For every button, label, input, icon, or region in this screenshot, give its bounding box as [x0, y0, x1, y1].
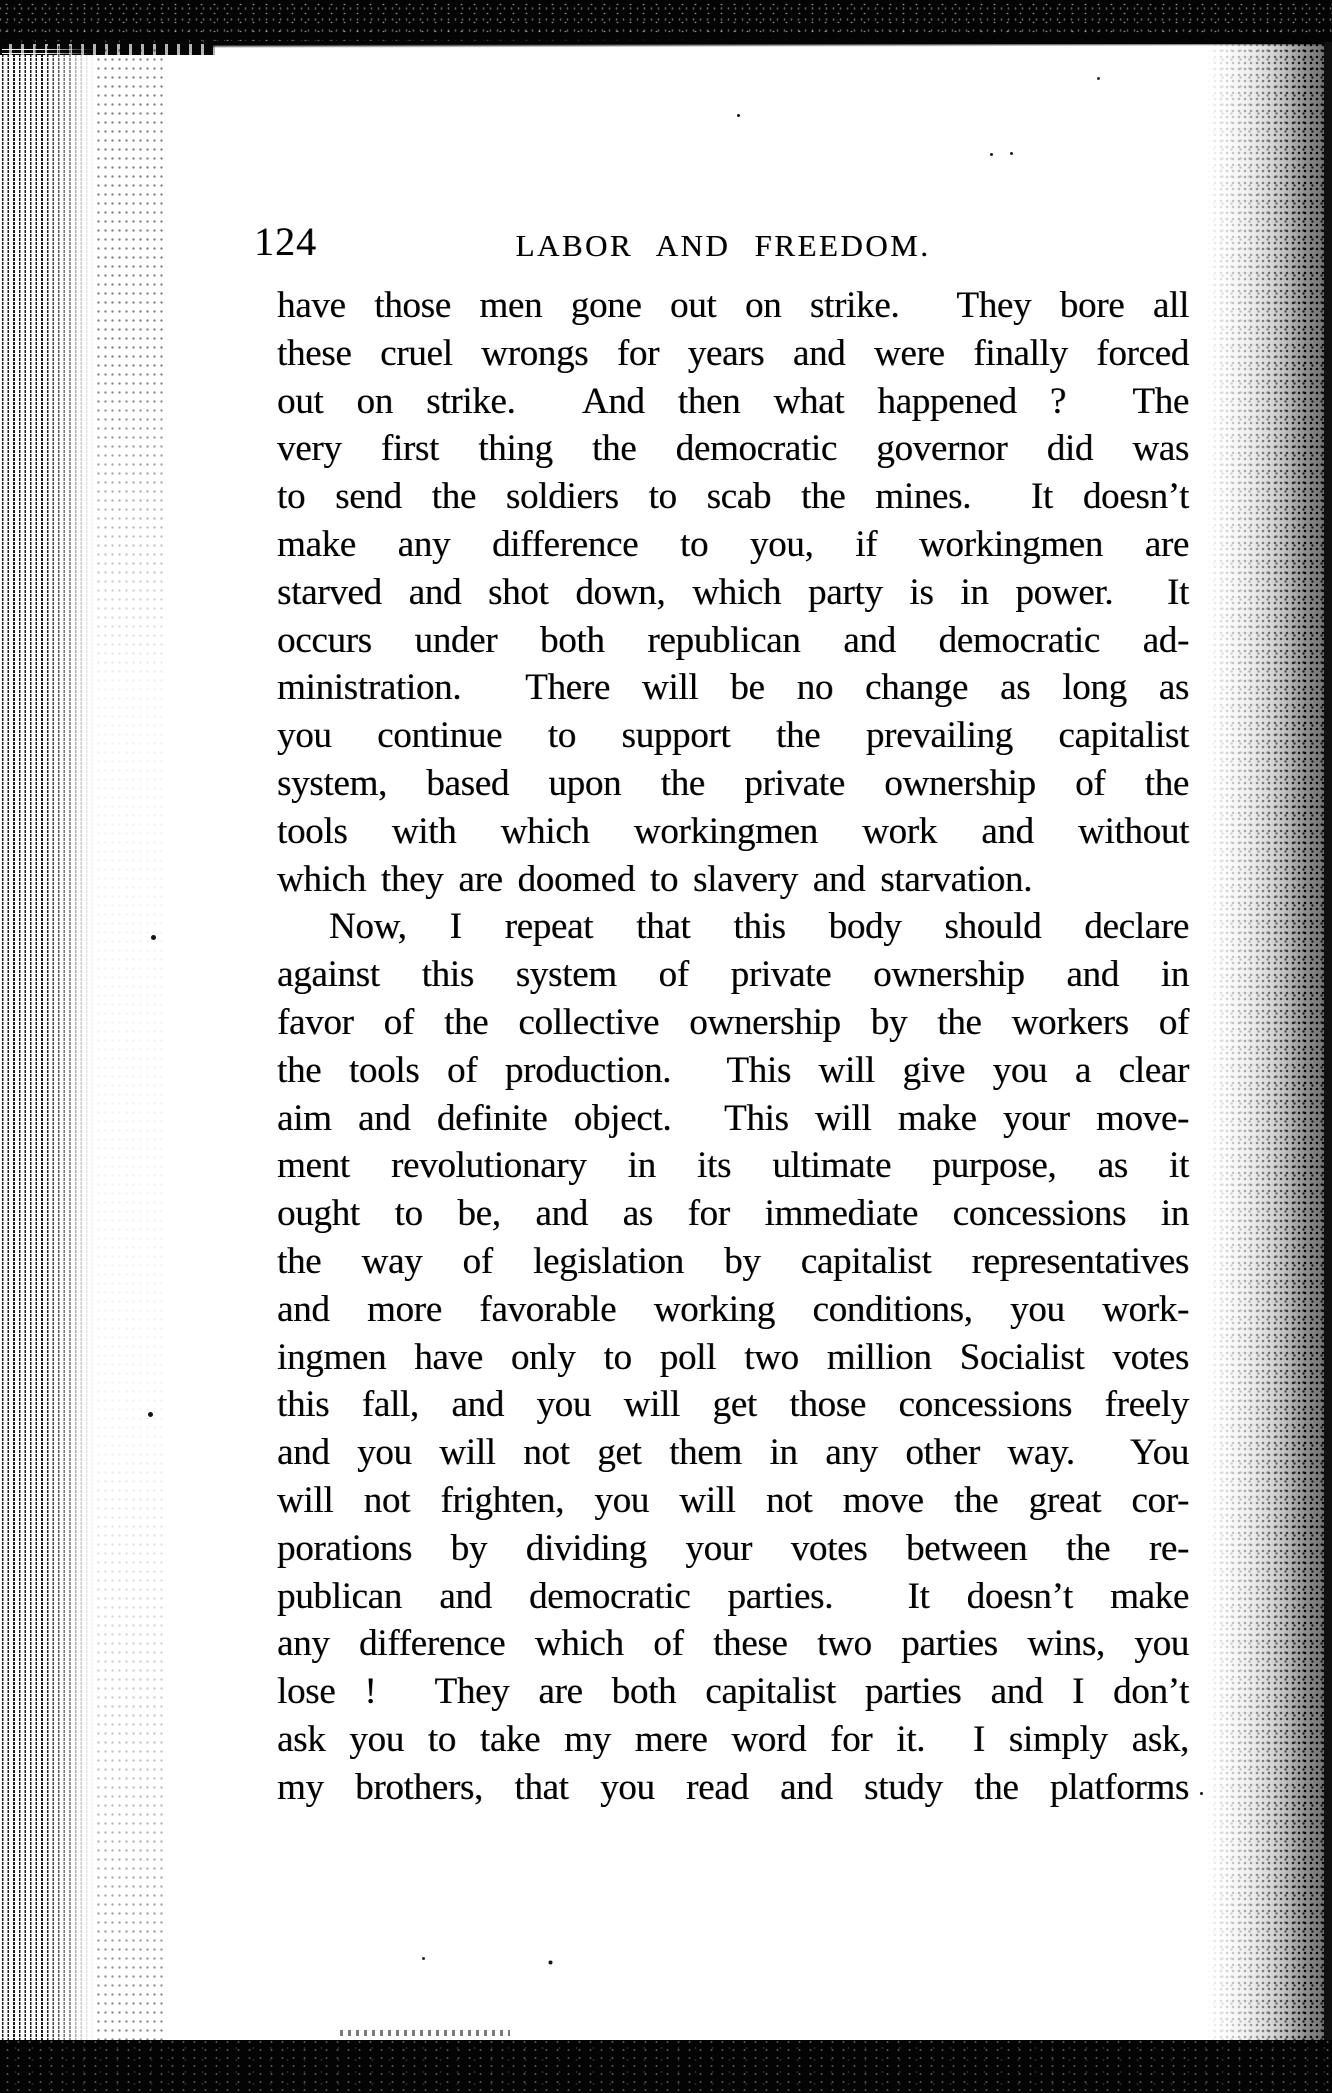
text-line: this fall, and you will get those concessions freely	[277, 1384, 1189, 1426]
scan-top-streak	[205, 39, 1332, 48]
text-line: will not frighten, you will not move the great cor-	[277, 1479, 1189, 1521]
text-line: system, based upon the private ownership of the	[277, 762, 1189, 804]
scan-bottom-edge	[0, 2040, 1332, 2093]
text-line: the tools of production. This will give you a clear	[277, 1049, 1189, 1091]
right-edge-strip	[1324, 42, 1332, 2042]
text-line: and more favorable working conditions, you work-	[277, 1288, 1189, 1330]
right-edge-shadow	[1206, 42, 1332, 2042]
left-gutter-dots	[95, 46, 165, 2042]
text-line: to send the soldiers to scab the mines. It doesn’t	[277, 476, 1189, 518]
scan-specks	[0, 0, 3, 3]
text-line: the way of legislation by capitalist representatives	[277, 1240, 1189, 1282]
scan-top-edge	[0, 0, 1332, 44]
text-line: occurs under both republican and democratic ad-	[277, 619, 1189, 661]
text-line: have those men gone out on strike. They bore all	[277, 285, 1189, 326]
running-title: LABOR AND FREEDOM.	[515, 228, 931, 263]
text-line: any difference which of these two parties wins, you	[277, 1623, 1189, 1665]
text-line: which they are doomed to slavery and starvation.	[277, 858, 1033, 900]
text-line: lose ! They are both capitalist parties and I don’t	[277, 1671, 1189, 1713]
text-line: against this system of private ownership and in	[277, 954, 1189, 996]
text-line: publican and democratic parties. It doesn’t make	[277, 1575, 1189, 1617]
text-line: favor of the collective ownership by the workers of	[277, 1001, 1189, 1043]
text-line: make any difference to you, if workingmen are	[277, 523, 1189, 565]
text-line: tools with which workingmen work and without	[277, 810, 1189, 852]
text-line: ought to be, and as for immediate concessions in	[277, 1193, 1189, 1235]
text-line: very first thing the democratic governor did was	[277, 428, 1189, 470]
text-line: Now, I repeat that this body should declare	[329, 906, 1189, 948]
page-number: 124	[254, 219, 317, 264]
text-line: you continue to support the prevailing capitalist	[277, 715, 1189, 757]
text-line: starved and shot down, which party is in power. It	[277, 571, 1189, 613]
running-head	[254, 219, 1179, 270]
text-line: and you will not get them in any other way. You	[277, 1432, 1189, 1474]
text-line: ask you to take my mere word for it. I simply ask,	[277, 1718, 1189, 1760]
page-body-text	[277, 282, 1189, 1812]
text-line: porations by dividing your votes between the re-	[277, 1527, 1189, 1569]
text-line: my brothers, that you read and study the platforms	[277, 1766, 1189, 1808]
text-line: out on strike. And then what happened ? The	[277, 380, 1189, 422]
text-line: aim and definite object. This will make your move-	[277, 1097, 1189, 1139]
left-gutter-texture	[2, 46, 98, 2042]
scan-bottom-dashes	[340, 2030, 510, 2036]
text-line: ingmen have only to poll two million Socialist votes	[277, 1336, 1189, 1378]
text-line: these cruel wrongs for years and were finally forced	[277, 332, 1189, 374]
text-line: ment revolutionary in its ultimate purpose, as it	[277, 1145, 1189, 1187]
text-line: ministration. There will be no change as long as	[277, 667, 1189, 709]
